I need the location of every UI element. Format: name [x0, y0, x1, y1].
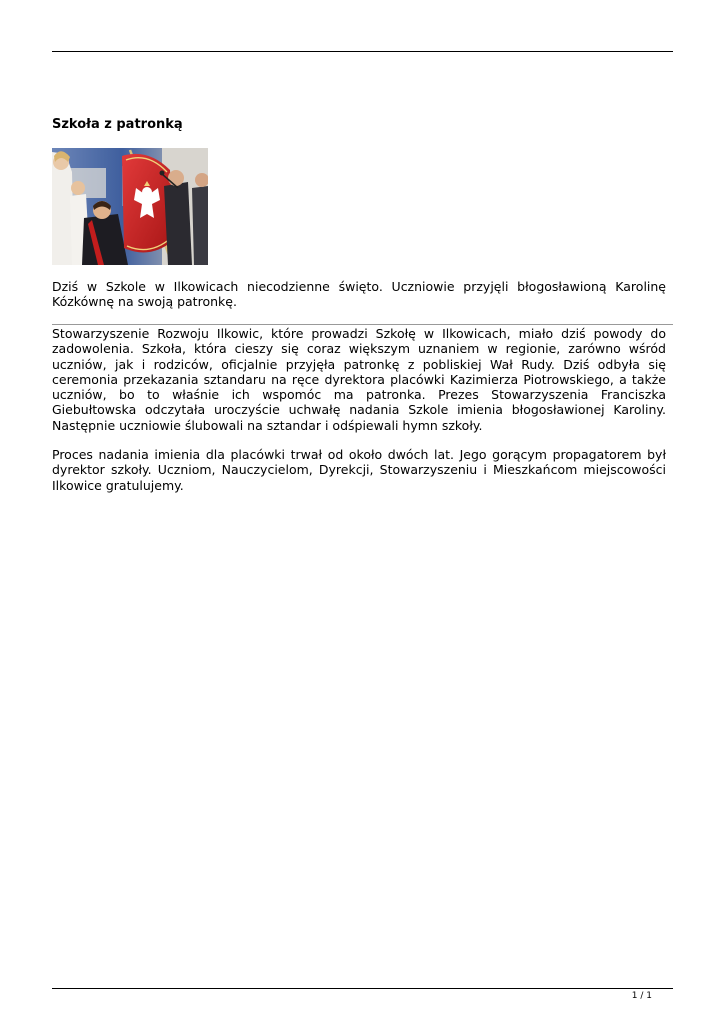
article-photo: [52, 148, 208, 265]
page-number: 1 / 1: [631, 991, 652, 1001]
footer-rule: [52, 988, 673, 989]
article-title: Szkoła z patronką: [52, 117, 183, 132]
header-rule: [52, 51, 673, 52]
body-paragraph: Proces nadania imienia dla placówki trwał od około dwóch lat. Jego gorącym propagatorem był dyrektor szkoły. Uczniom, Nauczycielom, Dyrekcji, Stowarzyszeniu i Mieszkańcom miejscowości Ilkowice gratulujemy.: [52, 447, 666, 493]
body-paragraph: Stowarzyszenie Rozwoju Ilkowic, które prowadzi Szkołę w Ilkowicach, miało dziś powody do zadowolenia. Szkoła, która cieszy się coraz większym uznaniem w regionie, zarówno wśród uczniów, jak i rodziców, oficjalnie przyjęła patronkę z pobliskiej Wał Rudy. Dziś odbyła się ceremonia przekazania sztandaru na ręce dyrektora placówki Kazimierza Piotrowskiego, a także uczniów, bo to właśnie ich wspomóc ma patronka. Prezes Stowarzyszenia Franciszka Giebułtowska odczytała uroczyście uchwałę nadania Szkole imienia błogosławionej Karoliny. Następnie uczniowie ślubowali na sztandar i odśpiewali hymn szkoły.: [52, 326, 666, 433]
lead-paragraph: Dziś w Szkole w Ilkowicach niecodzienne święto. Uczniowie przyjęli błogosławioną Karolinę Kózkównę na swoją patronkę.: [52, 279, 666, 310]
section-divider: [52, 324, 673, 325]
